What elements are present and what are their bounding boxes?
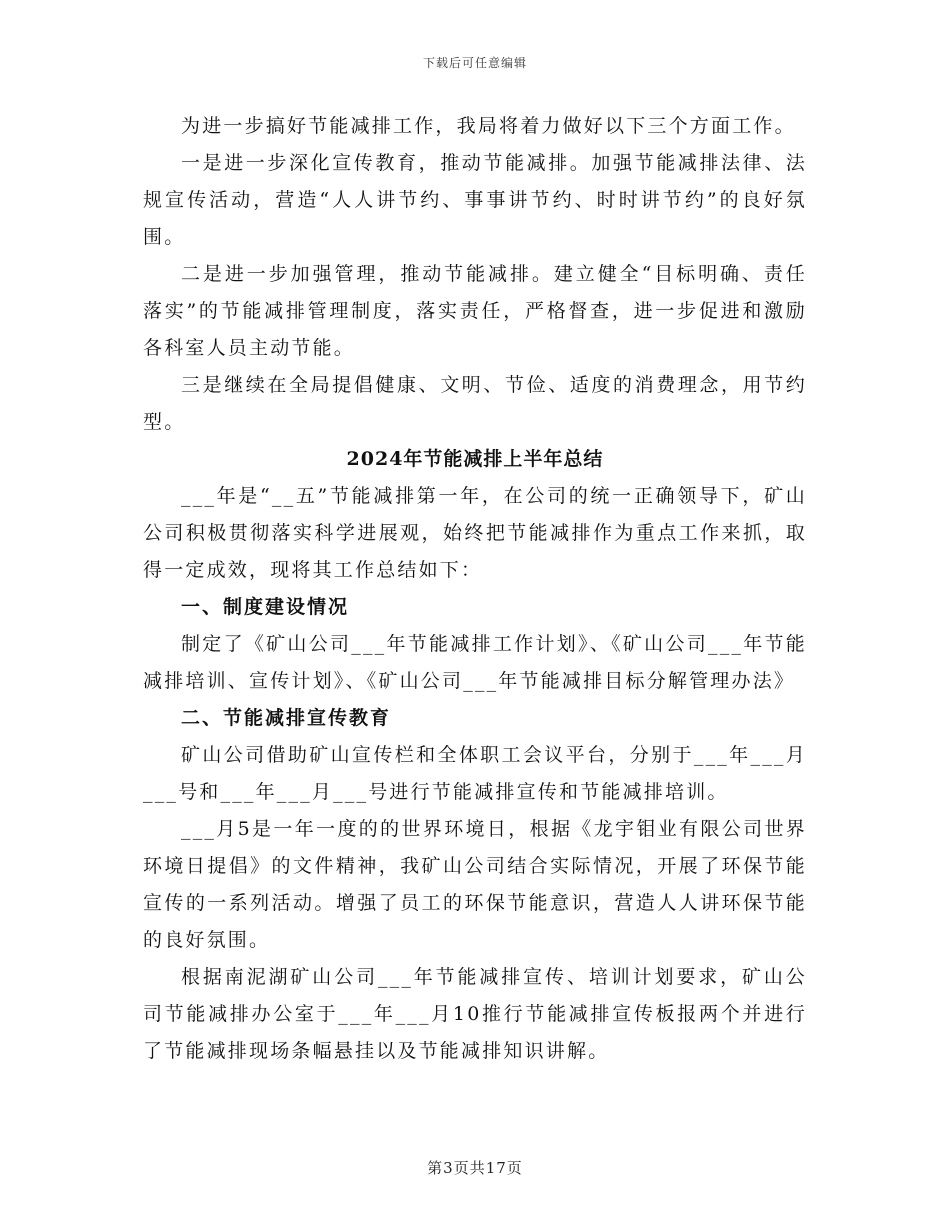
paragraph-education-1: 矿山公司借助矿山宣传栏和全体职工会议平台，分别于___年___月___号和___年___月___号进行节能减排宣传和节能减排培训。 <box>143 744 807 803</box>
paragraph-education-3: 根据南泥湖矿山公司___年节能减排宣传、培训计划要求，矿山公司节能减排办公室于___年___月10推行节能减排宣传板报两个并进行了节能减排现场条幅悬挂以及节能减排知识讲解。 <box>143 966 807 1062</box>
section-heading-system: 一、制度建设情况 <box>181 596 350 618</box>
page-number: 第3页共17页 <box>427 1159 523 1177</box>
document-title: 2024年节能减排上半年总结 <box>346 448 604 470</box>
paragraph-item-one: 一是进一步深化宣传教育，推动节能减排。加强节能减排法律、法规宣传活动，营造“人人讲节约、事事讲节约、时时讲节约”的良好氛围。 <box>143 152 807 248</box>
paragraph-item-three: 三是继续在全局提倡健康、文明、节俭、适度的消费理念，用节约型。 <box>143 374 807 433</box>
paragraph-system: 制定了《矿山公司___年节能减排工作计划》、《矿山公司___年节能减排培训、宣传计划》、《矿山公司___年节能减排目标分解管理办法》 <box>143 633 807 692</box>
section-heading-education: 二、节能减排宣传教育 <box>181 707 392 729</box>
paragraph-item-two: 二是进一步加强管理，推动节能减排。建立健全“目标明确、责任落实”的节能减排管理制度，落实责任，严格督查，进一步促进和激励各科室人员主动节能。 <box>143 263 807 359</box>
paragraph-summary-intro: ___年是“__五”节能减排第一年，在公司的统一正确领导下，矿山公司积极贯彻落实科学进展观，始终把节能减排作为重点工作来抓，取得一定成效，现将其工作总结如下： <box>143 485 807 581</box>
document-body <box>143 108 807 1070</box>
paragraph-intro: 为进一步搞好节能减排工作，我局将着力做好以下三个方面工作。 <box>181 115 796 137</box>
page-header-note: 下载后可任意编辑 <box>422 56 527 70</box>
paragraph-education-2: ___月5是一年一度的的世界环境日，根据《龙宇钼业有限公司世界环境日提倡》的文件精神，我矿山公司结合实际情况，开展了环保节能宣传的一系列活动。增强了员工的环保节能意识，营造人人讲环保节能的良好氛围。 <box>143 818 807 951</box>
